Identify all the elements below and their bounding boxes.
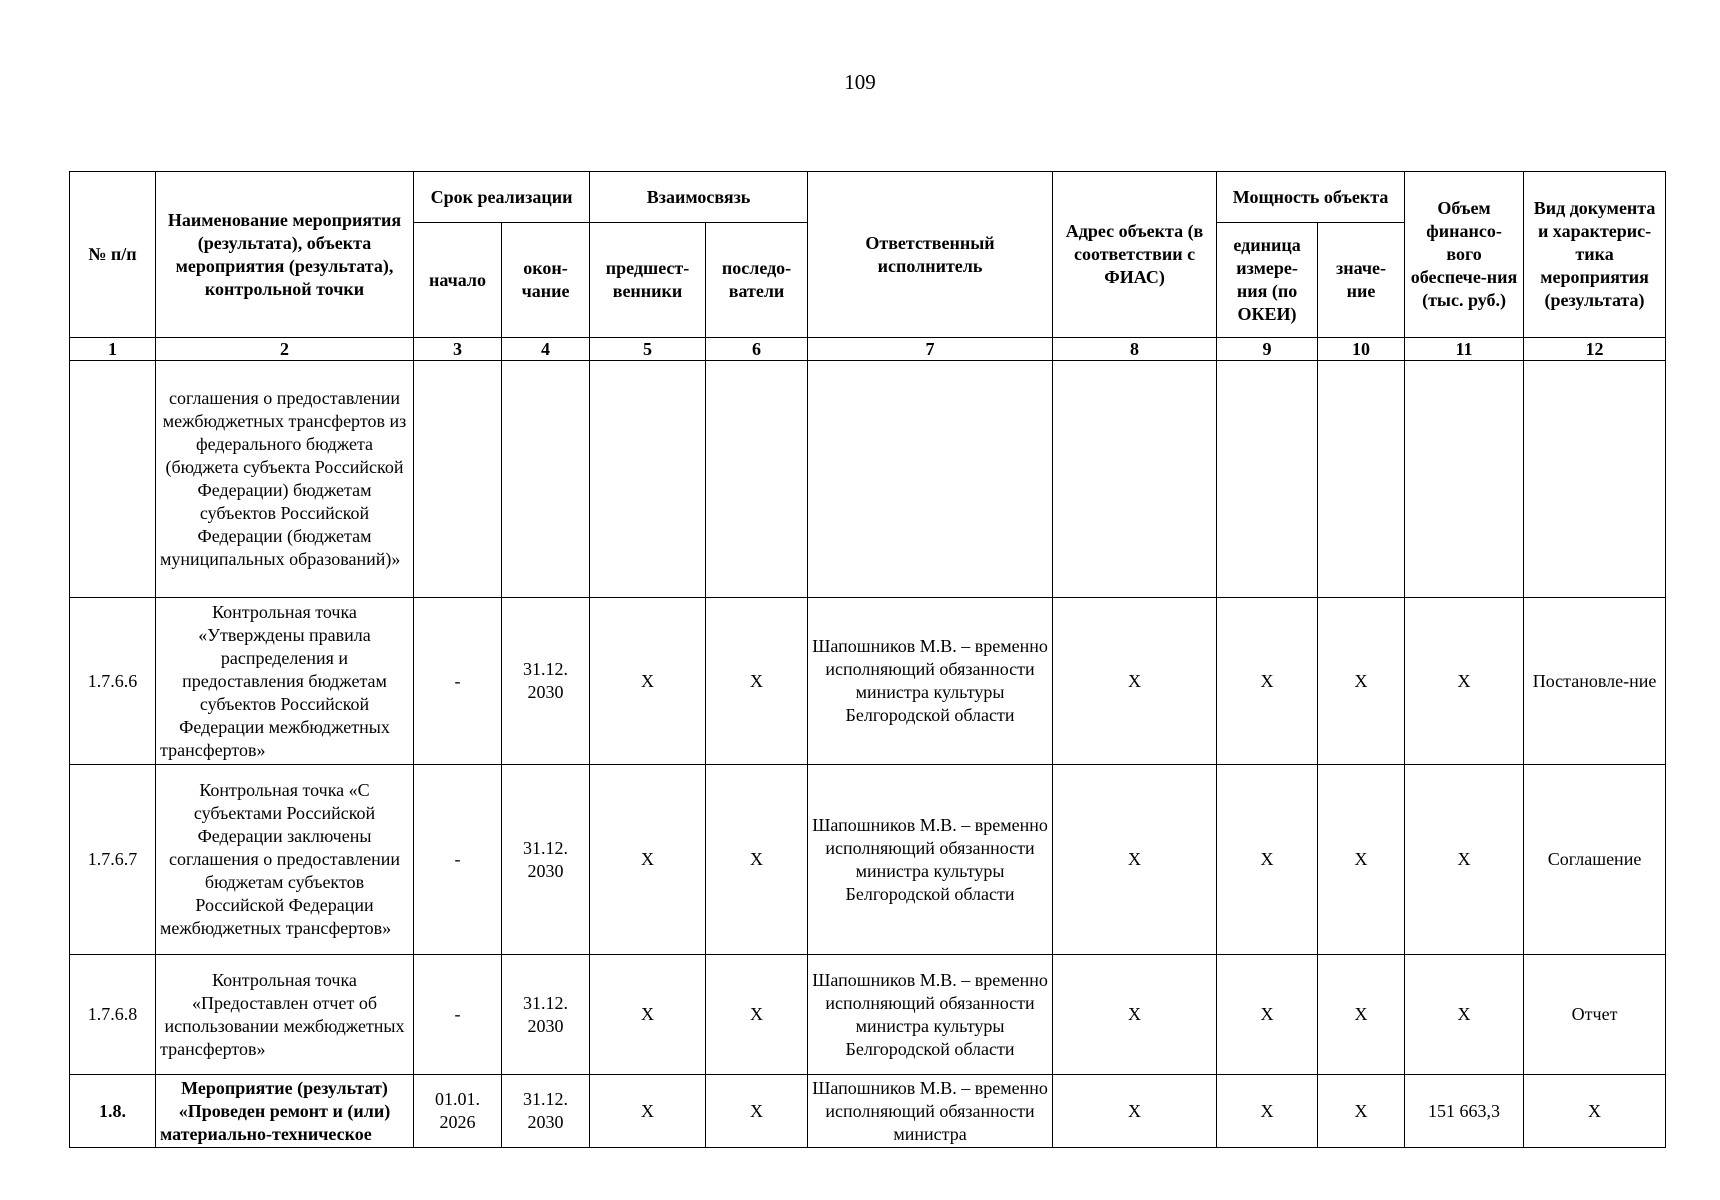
column-number: 5 [590,338,706,361]
col-header-unit: единица измере-ния (по ОКЕИ) [1217,223,1318,338]
row-end: 31.12. 2030 [502,1075,590,1148]
col-header-value: значе-ние [1318,223,1405,338]
header-row-1 [70,172,1666,223]
row-name: Контрольная точка «С субъектами Российской Федерации заключены соглашения о предоставлении бюджетам субъектов Российской Федерации межбюджетных трансфертов» [156,765,414,955]
row-responsible: Шапошников М.В. – временно исполняющий обязанности министра культуры Белгородской области [808,765,1053,955]
col-header-number: № п/п [70,172,156,338]
row-start: 01.01. 2026 [414,1075,502,1148]
row-finance: X [1405,955,1524,1075]
column-number: 1 [70,338,156,361]
row-end: 31.12. 2030 [502,765,590,955]
row-successors: X [706,1075,808,1148]
row-unit: X [1217,955,1318,1075]
column-number: 3 [414,338,502,361]
row-address: X [1053,955,1217,1075]
table-row [70,1075,1666,1148]
row-end: 31.12. 2030 [502,598,590,765]
row-value [1318,361,1405,598]
row-successors [706,361,808,598]
row-name: Контрольная точка «Утверждены правила распределения и предоставления бюджетам субъектов Российской Федерации межбюджетных трансфертов» [156,598,414,765]
row-responsible: Шапошников М.В. – временно исполняющий обязанности министра [808,1075,1053,1148]
row-finance [1405,361,1524,598]
row-predecessors: X [590,1075,706,1148]
row-predecessors: X [590,598,706,765]
row-end: 31.12. 2030 [502,955,590,1075]
row-successors: X [706,955,808,1075]
row-address: X [1053,1075,1217,1148]
table-row [70,765,1666,955]
row-successors: X [706,598,808,765]
row-end [502,361,590,598]
col-header-responsible: Ответственный исполнитель [808,172,1053,338]
page-number: 109 [844,70,876,94]
row-number: 1.7.6.8 [70,955,156,1075]
table-row [70,361,1666,598]
table-row [70,955,1666,1075]
row-name: соглашения о предоставлении межбюджетных трансфертов из федерального бюджета (бюджета субъекта Российской Федерации) бюджетам субъектов Российской Федерации (бюджетам муниципальных образований)» [156,361,414,598]
measures-table [69,171,1666,1148]
col-group-power: Мощность объекта [1217,172,1405,223]
row-value: X [1318,1075,1405,1148]
row-responsible [808,361,1053,598]
row-responsible: Шапошников М.В. – временно исполняющий обязанности министра культуры Белгородской области [808,955,1053,1075]
col-header-name: Наименование мероприятия (результата), объекта мероприятия (результата), контрольной точки [156,172,414,338]
col-header-doc: Вид документа и характерис-тика мероприятия (результата) [1524,172,1666,338]
col-header-successors: последо-ватели [706,223,808,338]
row-number [70,361,156,598]
row-number: 1.7.6.7 [70,765,156,955]
col-header-end: окон-чание [502,223,590,338]
row-value: X [1318,598,1405,765]
row-number: 1.8. [70,1075,156,1148]
row-value: X [1318,765,1405,955]
row-number: 1.7.6.6 [70,598,156,765]
row-address: X [1053,598,1217,765]
row-unit: X [1217,1075,1318,1148]
row-unit [1217,361,1318,598]
row-name: Мероприятие (результат) «Проведен ремонт и (или) материально-техническое [156,1075,414,1148]
column-number: 8 [1053,338,1217,361]
row-value: X [1318,955,1405,1075]
table-row [70,598,1666,765]
row-start: - [414,598,502,765]
row-doc: X [1524,1075,1666,1148]
row-doc: Постановле-ние [1524,598,1666,765]
row-address: X [1053,765,1217,955]
col-header-start: начало [414,223,502,338]
row-unit: X [1217,765,1318,955]
row-successors: X [706,765,808,955]
row-address [1053,361,1217,598]
row-predecessors: X [590,955,706,1075]
row-doc: Соглашение [1524,765,1666,955]
col-header-address: Адрес объекта (в соответствии с ФИАС) [1053,172,1217,338]
row-finance: X [1405,765,1524,955]
column-number: 4 [502,338,590,361]
col-header-predecessors: предшест-венники [590,223,706,338]
column-number: 11 [1405,338,1524,361]
row-predecessors: X [590,765,706,955]
row-finance: X [1405,598,1524,765]
row-doc [1524,361,1666,598]
column-number: 12 [1524,338,1666,361]
row-start: - [414,765,502,955]
column-number: 7 [808,338,1053,361]
col-header-finance: Объем финансо-вого обеспече-ния (тыс. руб.) [1405,172,1524,338]
col-group-link: Взаимосвязь [590,172,808,223]
row-finance: 151 663,3 [1405,1075,1524,1148]
row-name: Контрольная точка «Предоставлен отчет об использовании межбюджетных трансфертов» [156,955,414,1075]
col-group-term: Срок реализации [414,172,590,223]
row-predecessors [590,361,706,598]
column-numbers-row [70,338,1666,361]
column-number: 10 [1318,338,1405,361]
column-number: 6 [706,338,808,361]
row-start [414,361,502,598]
row-doc: Отчет [1524,955,1666,1075]
column-number: 2 [156,338,414,361]
row-start: - [414,955,502,1075]
row-responsible: Шапошников М.В. – временно исполняющий обязанности министра культуры Белгородской области [808,598,1053,765]
column-number: 9 [1217,338,1318,361]
row-unit: X [1217,598,1318,765]
